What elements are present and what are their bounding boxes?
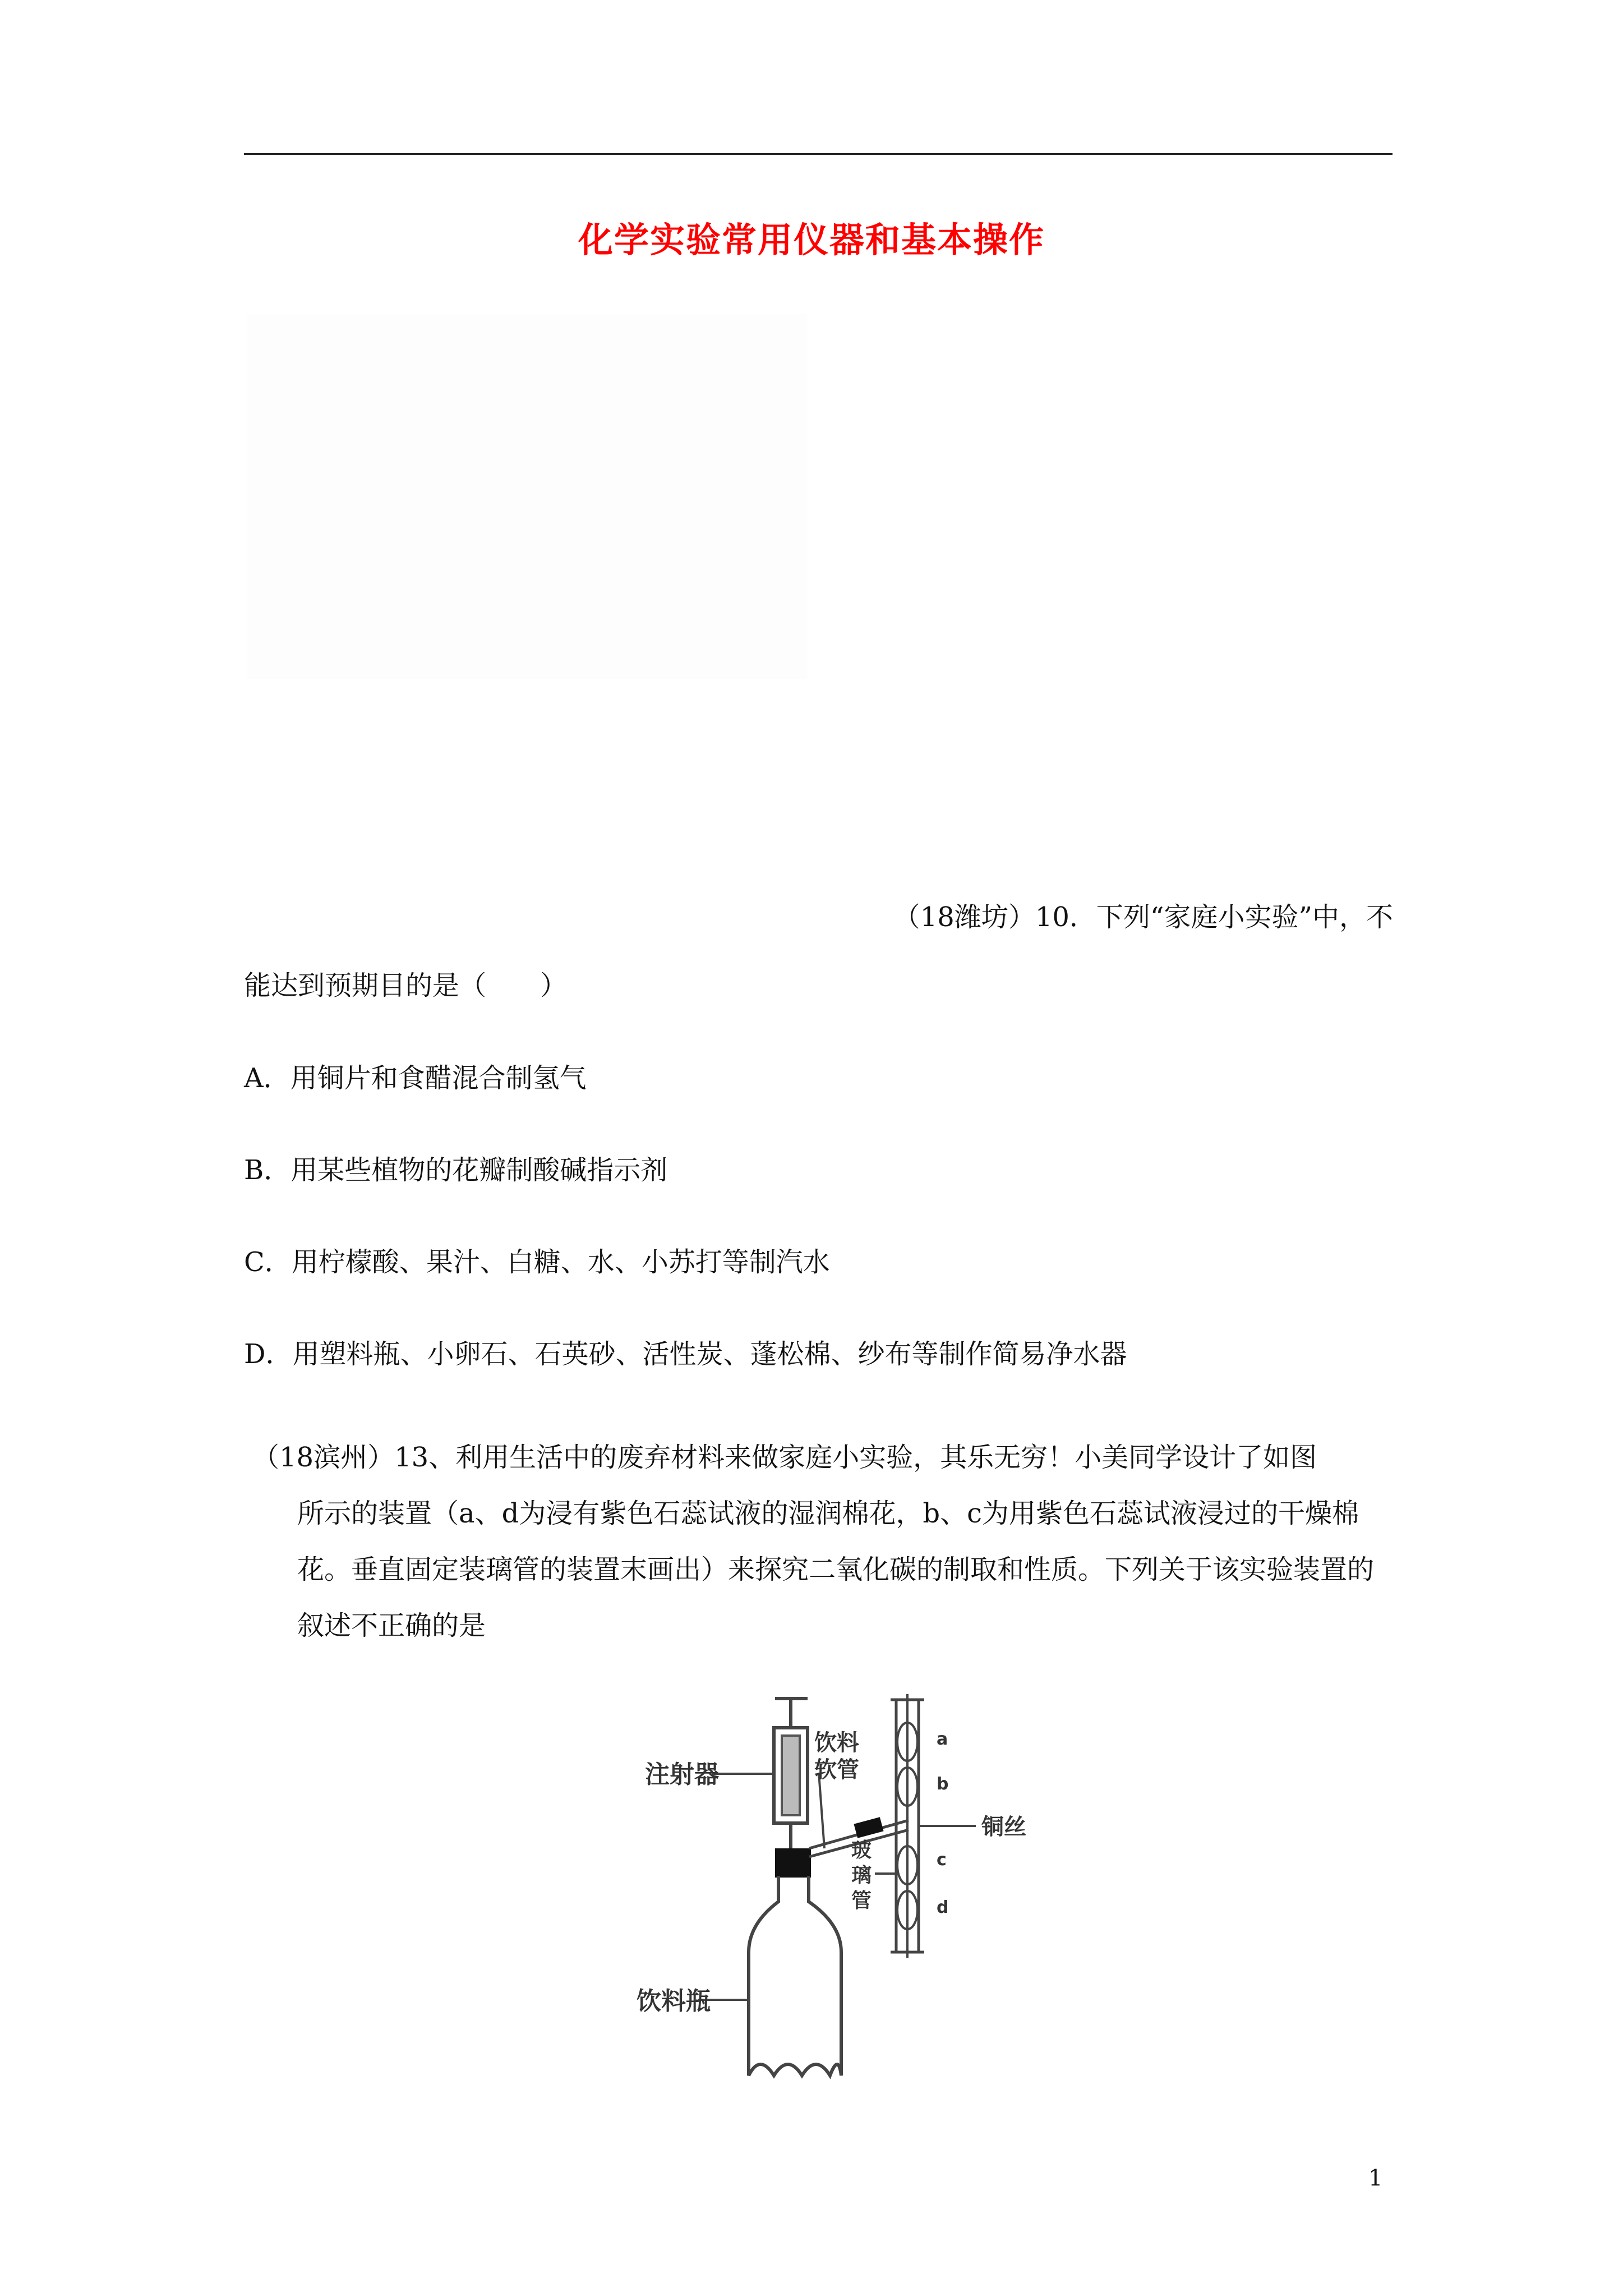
straw-joint: [856, 1819, 882, 1836]
question-10-line-2: 能达到预期目的是（ ）: [244, 970, 568, 1001]
bottle-stopper: [777, 1850, 809, 1876]
page-title: 化学实验常用仪器和基本操作: [578, 219, 1045, 260]
label-glass-2: 璃: [851, 1864, 872, 1887]
page-number: 1: [1368, 2165, 1383, 2191]
header-rule: [244, 153, 1393, 155]
label-bottle: 饮料瓶: [637, 1987, 711, 2016]
label-b: b: [937, 1774, 949, 1794]
label-syringe: 注射器: [645, 1760, 719, 1789]
label-c: c: [937, 1850, 947, 1870]
question-13-body: 所示的装置（a、d为浸有紫色石蕊试液的湿润棉花，b、c为用紫色石蕊试液浸过的干燥棉花。垂直固定装璃管的装置末画出）来探究二氧化碳的制取和性质。下列关于该实验装置的叙述不正确的是: [297, 1498, 1375, 1641]
blank-area: [247, 314, 808, 679]
question-10-option-c: C．用柠檬酸、果汁、白糖、水、小苏打等制汽水: [244, 1246, 830, 1278]
question-13: [252, 1429, 1402, 1654]
label-d: d: [937, 1898, 949, 1917]
question-10-option-a: A．用铜片和食醋混合制氢气: [244, 1062, 587, 1094]
question-10-option-d: D．用塑料瓶、小卵石、石英砂、活性炭、蓬松棉、纱布等制作简易净水器: [244, 1338, 1127, 1370]
apparatus-figure: [634, 1688, 1060, 2092]
syringe-piston: [782, 1736, 800, 1815]
label-glass-3: 管: [851, 1889, 872, 1912]
label-straw-1: 饮料: [814, 1730, 859, 1756]
label-a: a: [937, 1729, 948, 1749]
question-10-line-1: （18潍坊）10．下列“家庭小实验”中，不: [893, 901, 1393, 933]
question-13-first-line: （18滨州）13、利用生活中的废弃材料来做家庭小实验，其乐无穷！小美同学设计了如图: [252, 1442, 1317, 1473]
label-glass-1: 玻: [851, 1839, 872, 1862]
label-straw-2: 软管: [814, 1757, 859, 1783]
apparatus-diagram: [634, 1688, 1060, 2092]
question-10-option-b: B．用某些植物的花瓣制酸碱指示剂: [244, 1154, 668, 1186]
straw-pointer-line: [819, 1773, 824, 1848]
bottle-body: [749, 1876, 841, 2076]
label-copper-wire: 铜丝: [981, 1814, 1026, 1840]
